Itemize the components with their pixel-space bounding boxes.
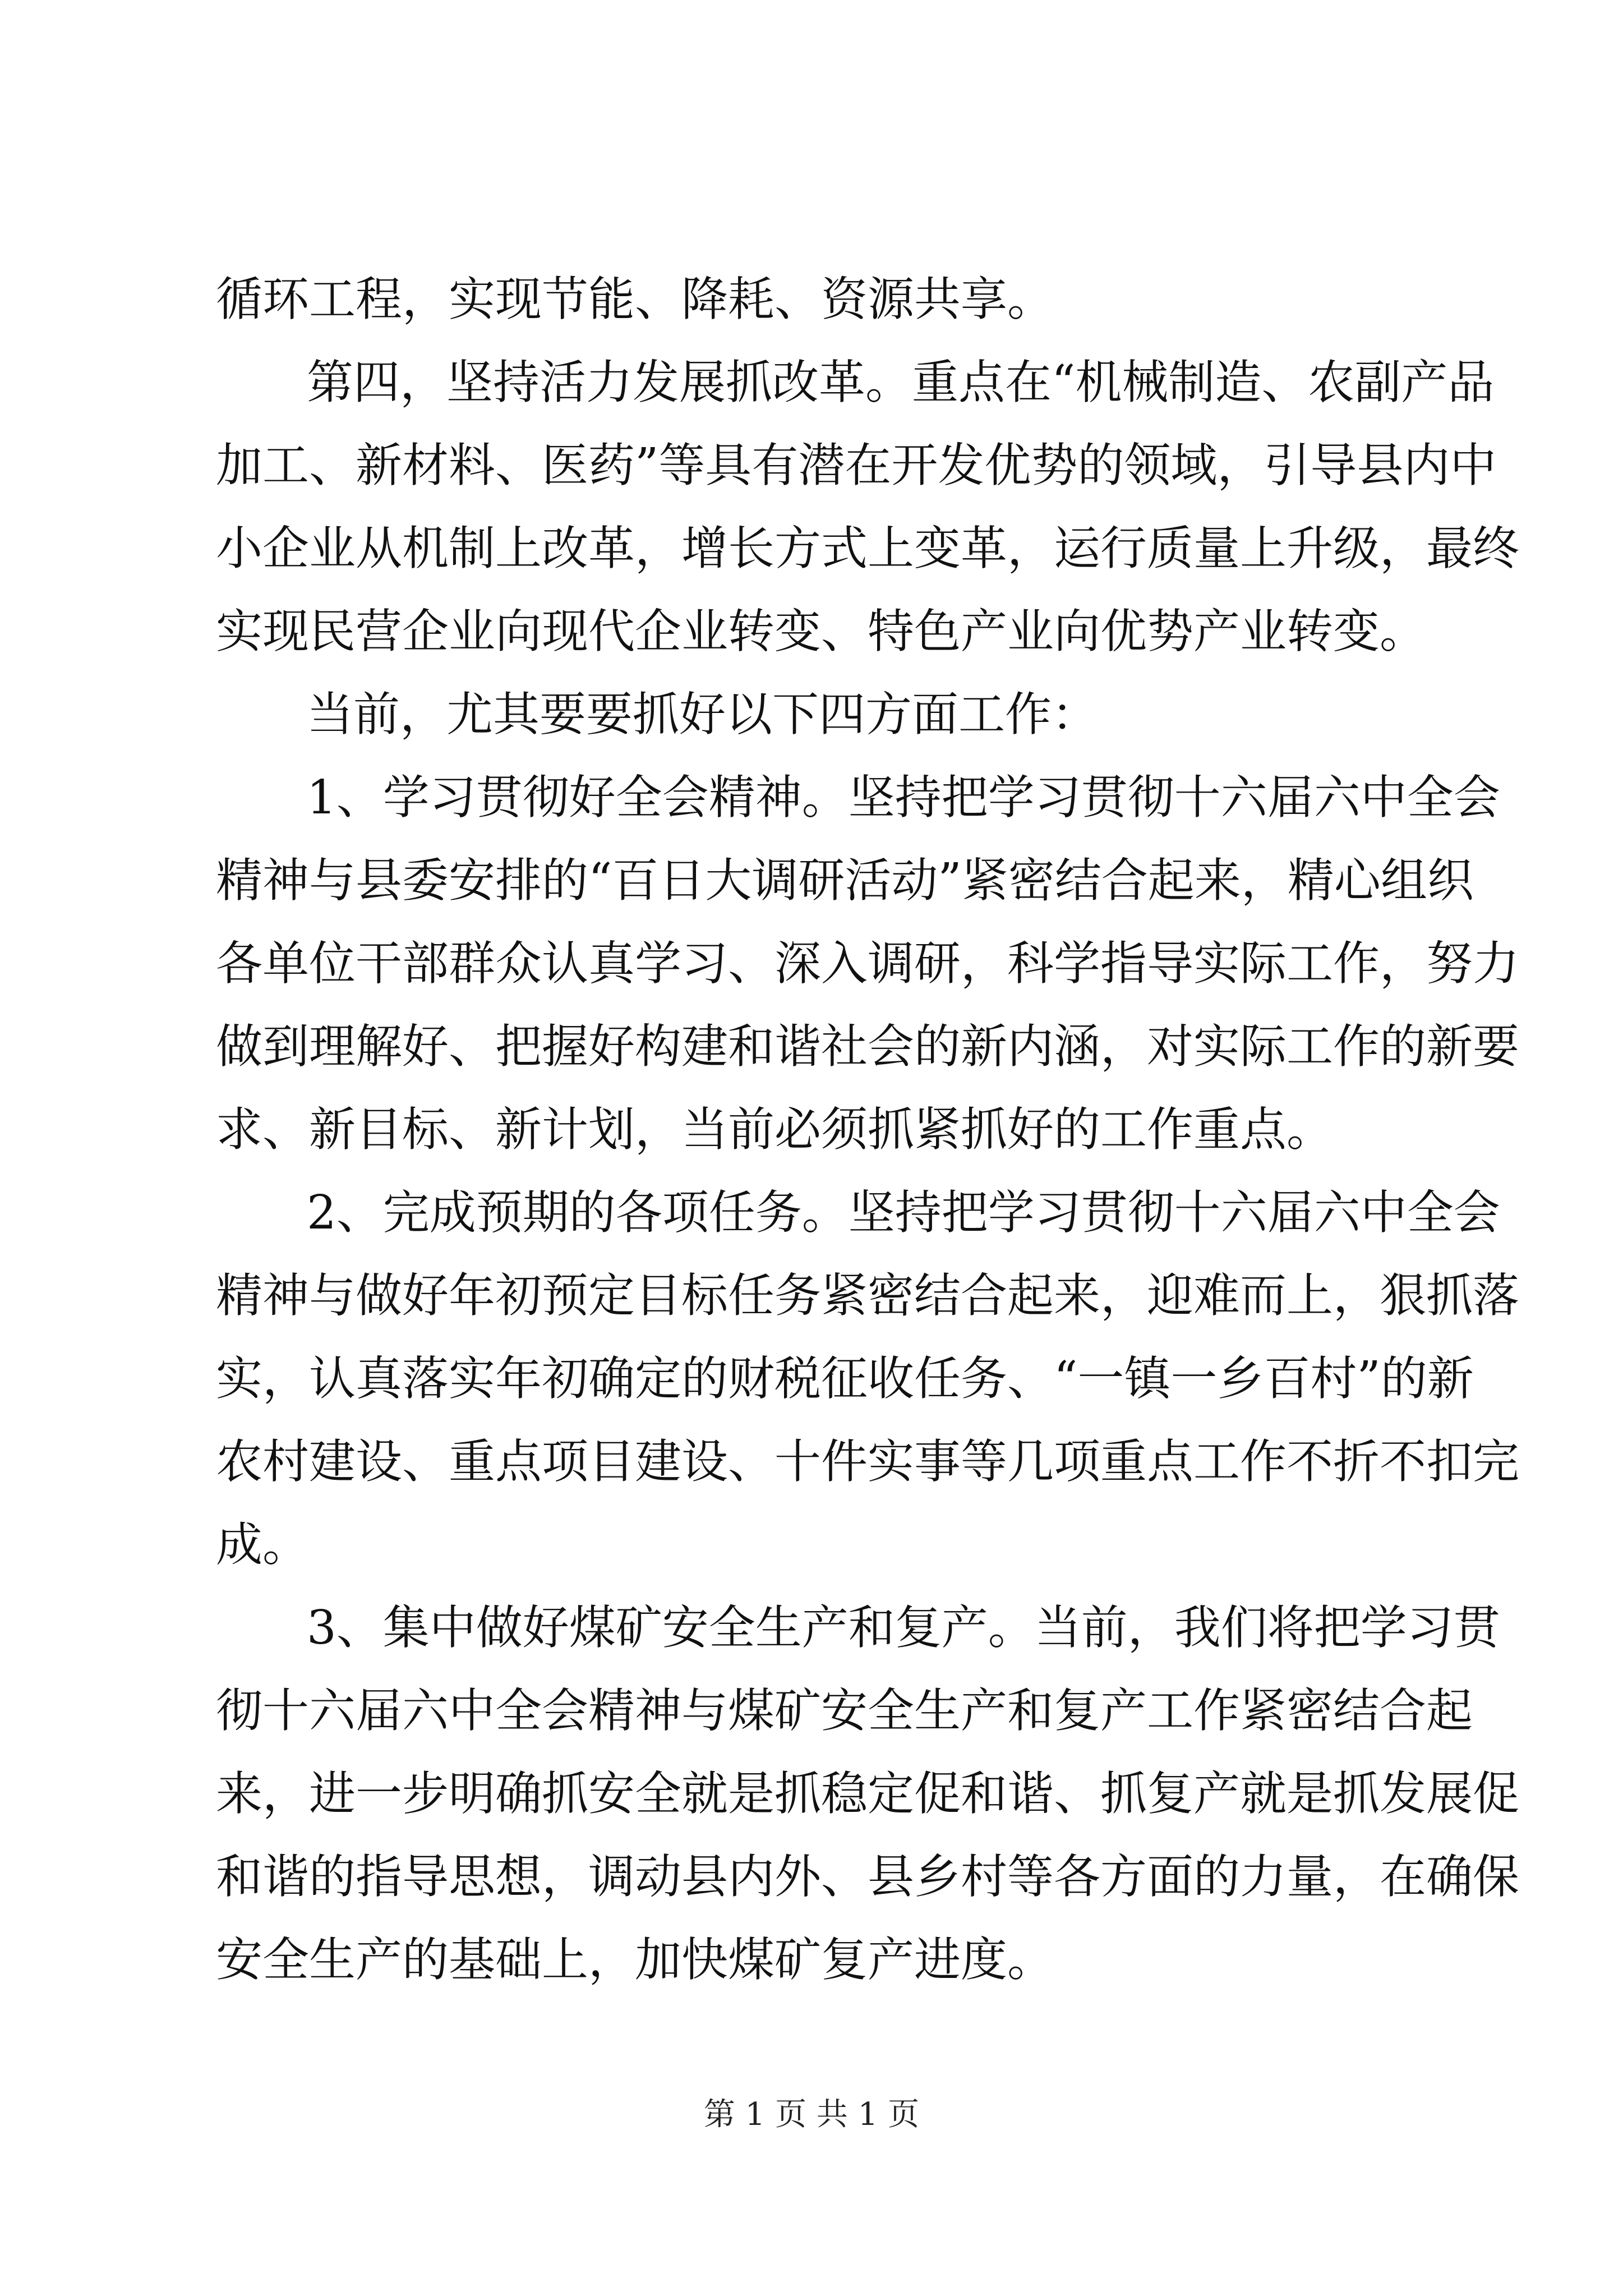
- text-line: 加工、新材料、医药”等具有潜在开发优势的领域，引导县内中: [216, 438, 1497, 493]
- text-line: 1、学习贯彻好全会精神。坚持把学习贯彻十六届六中全会: [307, 770, 1500, 825]
- text-line: 循环工程，实现节能、降耗、资源共享。: [216, 272, 1054, 326]
- text-line: 成。: [216, 1517, 309, 1572]
- text-line: 2、完成预期的各项任务。坚持把学习贯彻十六届六中全会: [307, 1185, 1500, 1240]
- text-line: 安全生产的基础上，加快煤矿复产进度。: [216, 1932, 1054, 1987]
- text-line: 精神与县委安排的“百日大调研活动”紧密结合起来，精心组织: [216, 853, 1474, 908]
- text-line: 3、集中做好煤矿安全生产和复产。当前，我们将把学习贯: [307, 1600, 1500, 1655]
- text-line: 彻十六届六中全会精神与煤矿安全生产和复产工作紧密结合起: [216, 1683, 1473, 1738]
- page-number-footer: 第 1 页 共 1 页: [703, 2096, 920, 2133]
- text-line: 第四，坚持活力发展抓改革。重点在“机械制造、农副产品: [307, 355, 1495, 409]
- document-body: [216, 258, 1519, 2001]
- text-line: 农村建设、重点项目建设、十件实事等几项重点工作不折不扣完: [216, 1434, 1519, 1489]
- text-line: 当前，尤其要要抓好以下四方面工作：: [307, 687, 1098, 742]
- text-line: 和谐的指导思想，调动县内外、县乡村等各方面的力量，在确保: [216, 1849, 1519, 1904]
- text-line: 求、新目标、新计划，当前必须抓紧抓好的工作重点。: [216, 1102, 1333, 1157]
- text-line: 实现民营企业向现代企业转变、特色产业向优势产业转变。: [216, 604, 1426, 659]
- text-line: 小企业从机制上改革，增长方式上变革，运行质量上升级，最终: [216, 521, 1519, 576]
- text-line: 来，进一步明确抓安全就是抓稳定促和谐、抓复产就是抓发展促: [216, 1766, 1519, 1821]
- text-line: 做到理解好、把握好构建和谐社会的新内涵，对实际工作的新要: [216, 1019, 1519, 1074]
- text-line: 实，认真落实年初确定的财税征收任务、“一镇一乡百村”的新: [216, 1351, 1474, 1406]
- text-line: 精神与做好年初预定目标任务紧密结合起来，迎难而上，狠抓落: [216, 1268, 1519, 1323]
- text-line: 各单位干部群众认真学习、深入调研，科学指导实际工作，努力: [216, 936, 1519, 991]
